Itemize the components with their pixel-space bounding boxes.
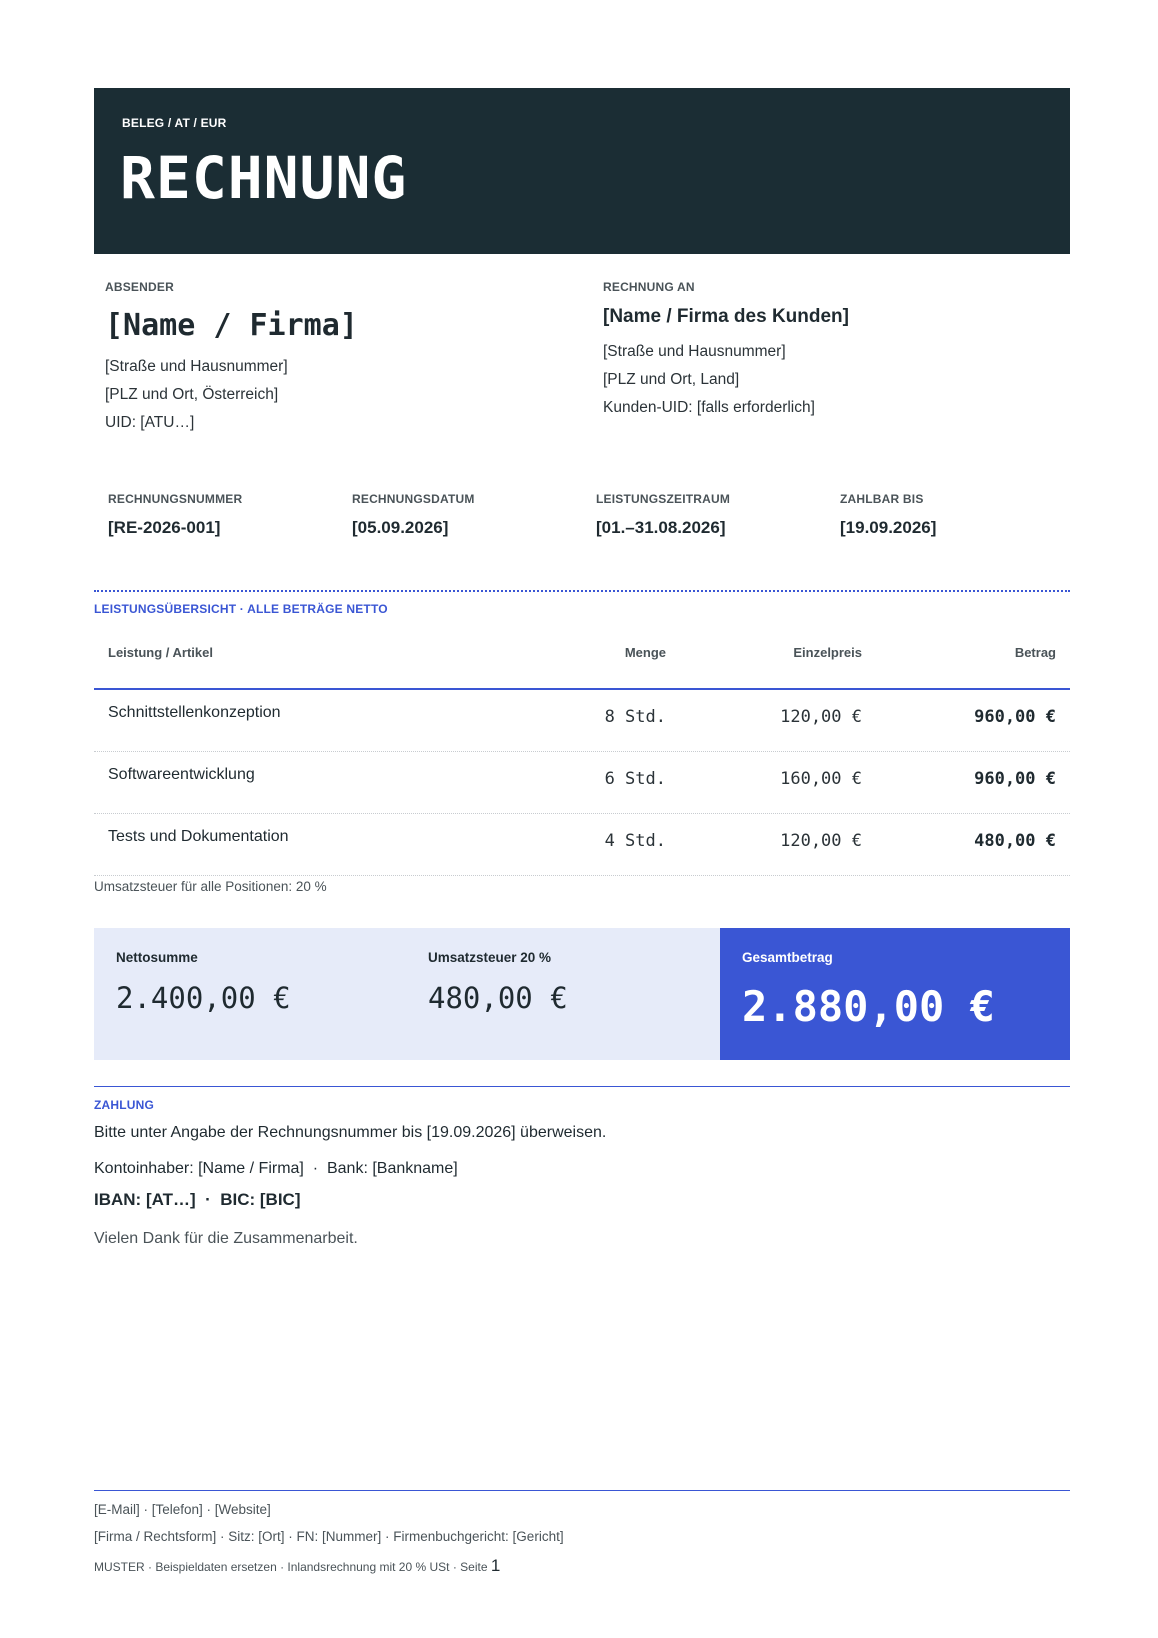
meta-value: [RE-2026-001]: [108, 518, 221, 537]
net-total: [116, 950, 291, 1015]
meta-service-period: [596, 492, 836, 538]
meta-label: RECHNUNGSDATUM: [352, 492, 475, 506]
meta-value: [05.09.2026]: [352, 518, 449, 537]
payment-holder-bank: Kontoinhaber: [Name / Firma] · Bank: [Bankname]: [94, 1160, 458, 1177]
invoice-meta: [108, 492, 1068, 552]
document-kicker: BELEG / AT / EUR: [122, 116, 227, 130]
row-qty: 4 Std.: [604, 831, 666, 851]
recipient-street: [Straße und Hausnummer]: [603, 343, 786, 360]
sender-block: [105, 280, 545, 437]
meta-value: [19.09.2026]: [840, 518, 937, 537]
meta-invoice-number: [108, 492, 348, 538]
meta-label: LEISTUNGSZEITRAUM: [596, 492, 731, 506]
row-amount: 480,00 €: [974, 831, 1056, 851]
meta-label: RECHNUNGSNUMMER: [108, 492, 243, 506]
header-item: Leistung / Artikel: [108, 645, 213, 660]
header-unit-price: Einzelpreis: [793, 645, 862, 660]
vat-note: Umsatzsteuer für alle Positionen: 20 %: [94, 879, 327, 894]
payment-heading: ZAHLUNG: [94, 1098, 155, 1112]
row-amount: 960,00 €: [974, 769, 1056, 789]
footer-note-text: MUSTER · Beispieldaten ersetzen · Inlandsrechnung mit 20 % USt · Seite: [94, 1560, 491, 1574]
row-item: Schnittstellenkonzeption: [108, 704, 281, 721]
sender-label: ABSENDER: [105, 280, 174, 294]
row-unit-price: 120,00 €: [780, 831, 862, 851]
footer-note: [94, 1556, 500, 1576]
recipient-uid: Kunden-UID: [falls erforderlich]: [603, 399, 815, 416]
page-number: 1: [490, 1556, 501, 1575]
vat-total-value: 480,00 €: [428, 981, 568, 1015]
row-qty: 8 Std.: [604, 707, 666, 727]
footer-divider: [94, 1490, 1070, 1491]
footer-contact: [E-Mail] · [Telefon] · [Website]: [94, 1502, 271, 1517]
table-row: [94, 752, 1070, 814]
section-heading: LEISTUNGSÜBERSICHT · ALLE BETRÄGE NETTO: [94, 602, 388, 616]
footer-legal: [Firma / Rechtsform] · Sitz: [Ort] · FN: [Nummer] · Firmenbuchgericht: [Gericht]: [94, 1529, 564, 1544]
row-qty: 6 Std.: [604, 769, 666, 789]
document-title: RECHNUNG: [120, 144, 408, 212]
gross-total-box: [720, 928, 1070, 1060]
sender-name: [Name / Firma]: [105, 308, 358, 343]
sender-uid: UID: [ATU…]: [105, 414, 195, 431]
net-total-value: 2.400,00 €: [116, 981, 291, 1015]
header-amount: Betrag: [1014, 645, 1056, 660]
section-divider: [94, 590, 1070, 592]
vat-total: [428, 950, 568, 1015]
row-item: Tests und Dokumentation: [108, 828, 289, 845]
gross-total-value: 2.880,00 €: [742, 982, 995, 1031]
recipient-name: [Name / Firma des Kunden]: [603, 306, 849, 327]
line-items-table: [94, 630, 1070, 876]
meta-invoice-date: [352, 492, 592, 538]
row-amount: 960,00 €: [974, 707, 1056, 727]
payment-instruction: Bitte unter Angabe der Rechnungsnummer bis [19.09.2026] überweisen.: [94, 1124, 607, 1141]
header-banner: [94, 88, 1070, 254]
table-row: [94, 814, 1070, 876]
payment-divider: [94, 1086, 1070, 1087]
row-item: Softwareentwicklung: [108, 766, 255, 783]
table-row: [94, 690, 1070, 752]
net-totals-box: [94, 928, 720, 1060]
recipient-block: [603, 280, 1063, 422]
thank-you-note: Vielen Dank für die Zusammenarbeit.: [94, 1230, 358, 1247]
sender-city: [PLZ und Ort, Österreich]: [105, 386, 279, 403]
totals-panel: [94, 928, 1070, 1060]
row-unit-price: 160,00 €: [780, 769, 862, 789]
recipient-city: [PLZ und Ort, Land]: [603, 371, 740, 388]
table-header: [94, 630, 1070, 690]
recipient-label: RECHNUNG AN: [603, 280, 695, 294]
header-qty: Menge: [624, 645, 666, 660]
meta-value: [01.–31.08.2026]: [596, 518, 726, 537]
sender-street: [Straße und Hausnummer]: [105, 358, 288, 375]
meta-label: ZAHLBAR BIS: [840, 492, 924, 506]
row-unit-price: 120,00 €: [780, 707, 862, 727]
gross-total-label: Gesamtbetrag: [742, 950, 833, 965]
payment-iban-bic: IBAN: [AT…] · BIC: [BIC]: [94, 1190, 301, 1209]
vat-total-label: Umsatzsteuer 20 %: [428, 950, 552, 965]
meta-due-date: [840, 492, 1080, 538]
net-total-label: Nettosumme: [116, 950, 198, 965]
